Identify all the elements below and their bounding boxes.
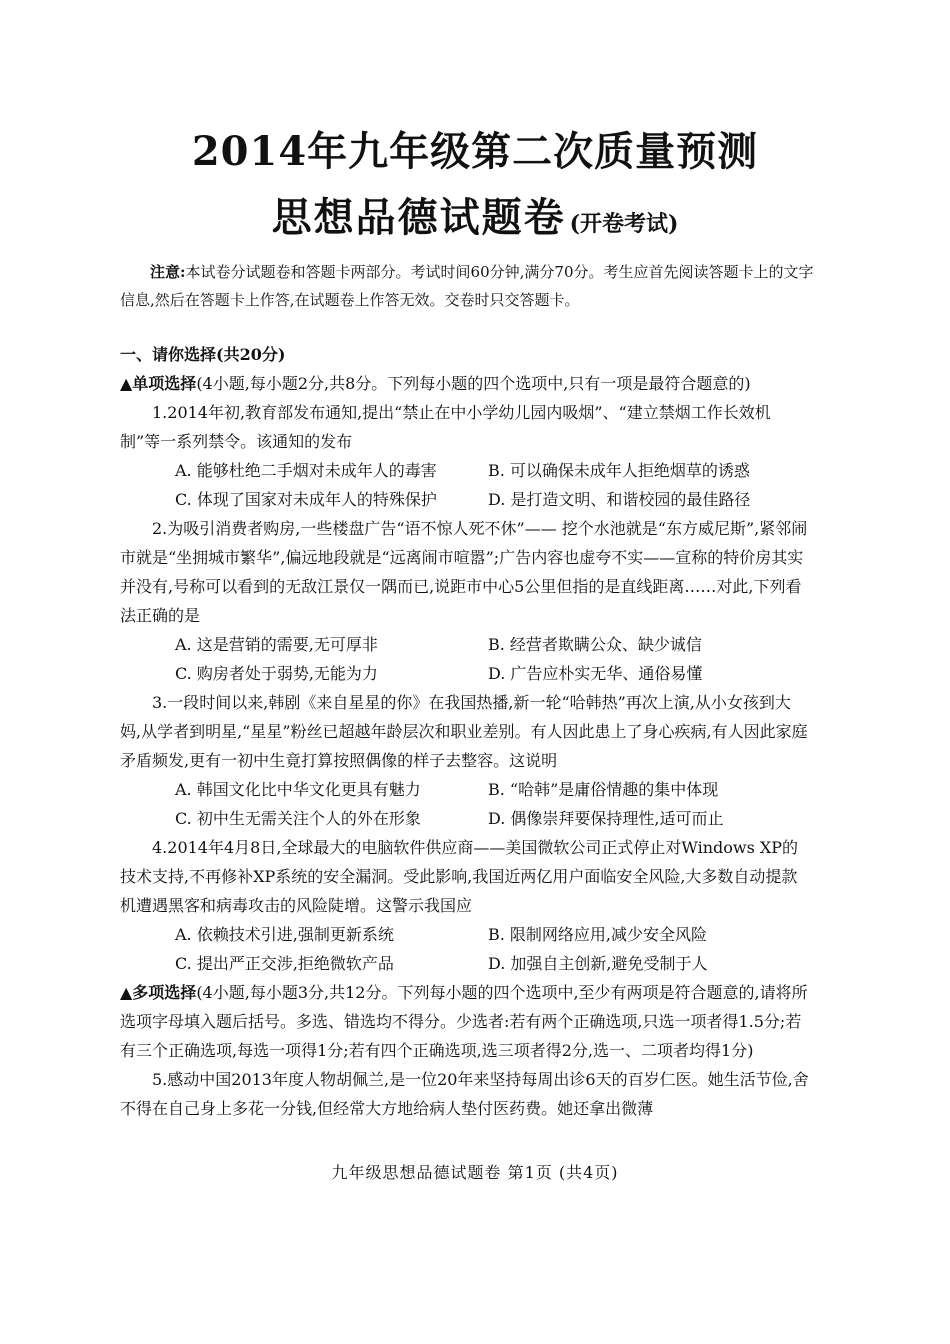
option-d: D. 偶像崇拜要保持理性,适可而止 — [488, 809, 724, 828]
question-options — [120, 949, 810, 978]
question-stem: 5.感动中国2013年度人物胡佩兰,是一位20年来坚持每周出诊6天的百岁仁医。她生活节俭,舍不得在自己身上多花一分钱,但经常大方地给病人垫付医药费。她还拿出微薄 — [120, 1070, 809, 1118]
question-options — [120, 775, 810, 804]
multi-choice-intro — [120, 978, 810, 1065]
multi-choice-rules: (4小题,每小题3分,共12分。下列每小题的四个选项中,至少有两项是符合题意的,请将所选项字母填入题后括号。多选、错选均不得分。少选者:若有两个正确选项,只选一项者得1.5分;若有三个正确选项,每选一项得1分;若有四个正确选项,选三项者得2分,选一、二项者均得1分) — [120, 983, 808, 1060]
exam-mode-note: (开卷考试) — [569, 211, 679, 237]
question-options — [120, 659, 810, 688]
exam-title: 2014年九年级第二次质量预测 — [191, 128, 759, 175]
option-c: C. 初中生无需关注个人的外在形象 — [175, 809, 421, 828]
exam-body — [120, 340, 810, 1123]
single-choice-rules: (4小题,每小题2分,共8分。下列每小题的四个选项中,只有一项是最符合题意的) — [196, 374, 751, 393]
option-c: C. 体现了国家对未成年人的特殊保护 — [175, 490, 437, 509]
option-a: A. 这是营销的需要,无可厚非 — [175, 635, 378, 654]
option-d: D. 加强自主创新,避免受制于人 — [488, 954, 708, 973]
question-options — [120, 804, 810, 833]
option-a: A. 依赖技术引进,强制更新系统 — [175, 925, 394, 944]
notice-lead: 注意: — [150, 263, 186, 281]
question-options — [120, 630, 810, 659]
single-choice-intro — [120, 369, 810, 398]
subject-title: 思想品德试题卷 — [271, 194, 566, 241]
exam-notice — [120, 258, 820, 314]
single-choice-mark: ▲单项选择 — [120, 374, 197, 393]
option-a: A. 韩国文化比中华文化更具有魅力 — [175, 780, 421, 799]
question-stem: 4.2014年4月8日,全球最大的电脑软件供应商——美国微软公司正式停止对Windows XP的技术支持,不再修补XP系统的安全漏洞。受此影响,我国近两亿用户面临安全风险,大多数自动提款机遭遇黑客和病毒攻击的风险陡增。这警示我国应 — [120, 838, 799, 915]
multi-choice-mark: ▲多项选择 — [120, 983, 197, 1002]
question-stem: 1.2014年初,教育部发布通知,提出“禁止在中小学幼儿园内吸烟”、“建立禁烟工作长效机制”等一系列禁令。该通知的发布 — [120, 403, 771, 451]
option-c: C. 提出严正交涉,拒绝微软产品 — [175, 954, 394, 973]
question-options — [120, 920, 810, 949]
question-stem: 3.一段时间以来,韩剧《来自星星的你》在我国热播,新一轮“哈韩热”再次上演,从小女孩到大妈,从学者到明星,“星星”粉丝已超越年龄层次和职业差别。有人因此患上了身心疾病,有人因此家庭矛盾频发,更有一初中生竟打算按照偶像的样子去整容。这说明 — [120, 693, 808, 770]
option-b: B. 经营者欺瞒公众、缺少诚信 — [488, 635, 702, 654]
exam-subtitle — [0, 186, 950, 243]
section-heading: 一、请你选择(共20分) — [120, 345, 286, 364]
question-options — [120, 485, 810, 514]
option-a: A. 能够杜绝二手烟对未成年人的毒害 — [175, 461, 437, 480]
question-options — [120, 456, 810, 485]
option-b: B. 限制网络应用,减少安全风险 — [488, 925, 708, 944]
option-b: B. “哈韩”是庸俗情趣的集中体现 — [488, 780, 719, 799]
option-d: D. 广告应朴实无华、通俗易懂 — [488, 664, 703, 683]
option-d: D. 是打造文明、和谐校园的最佳路径 — [488, 490, 751, 509]
page-footer: 九年级思想品德试题卷 第1页 (共4页) — [331, 1163, 619, 1182]
notice-text: 本试卷分试题卷和答题卡两部分。考试时间60分钟,满分70分。考生应首先阅读答题卡上的文字信息,然后在答题卡上作答,在试题卷上作答无效。交卷时只交答题卡。 — [120, 263, 814, 309]
option-b: B. 可以确保未成年人拒绝烟草的诱惑 — [488, 461, 750, 480]
question-stem: 2.为吸引消费者购房,一些楼盘广告“语不惊人死不休”—— 挖个水池就是“东方威尼斯”,紧邻闹市就是“坐拥城市繁华”,偏远地段就是“远离闹市喧嚣”;广告内容也虚夸不实——宣称的特价房其实并没有,号称可以看到的无敌江景仅一隅而已,说距市中心5公里但指的是直线距离……对此,下列看法正确的是 — [120, 519, 808, 625]
option-c: C. 购房者处于弱势,无能为力 — [175, 664, 378, 683]
